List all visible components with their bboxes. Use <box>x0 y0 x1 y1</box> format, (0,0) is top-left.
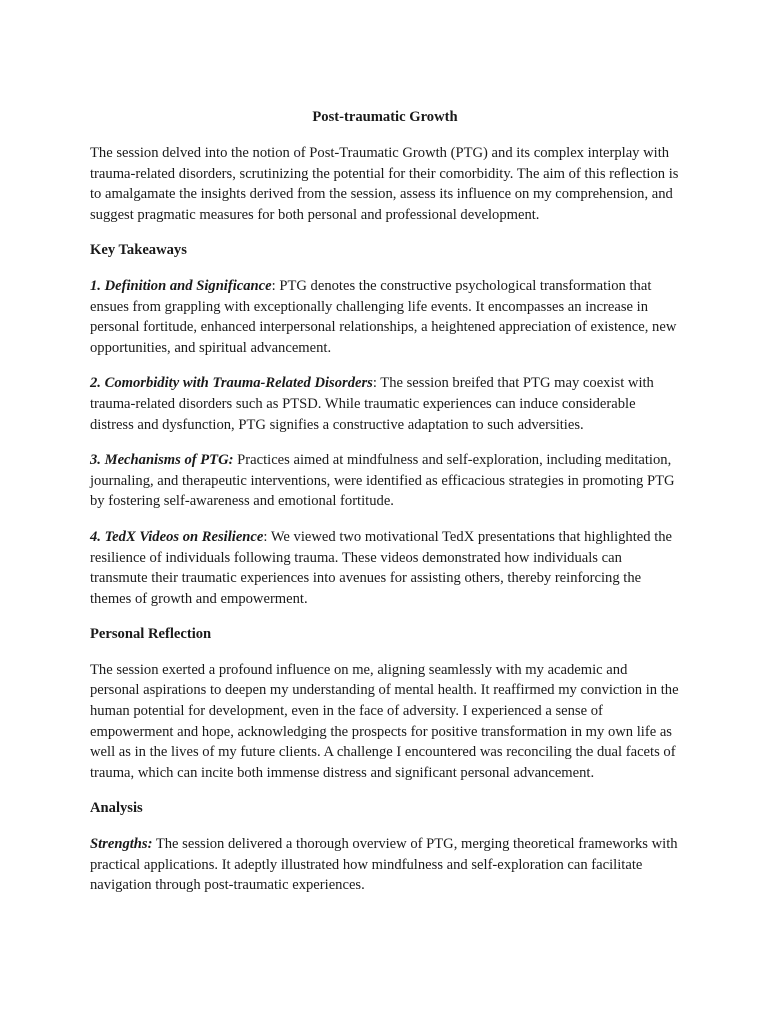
intro-paragraph: The session delved into the notion of Post-Traumatic Growth (PTG) and its complex interplay with trauma-related disorders, scrutinizing the potential for their comorbidity. The aim of this reflection is to amalgamate the insights derived from the session, assess its influence on my comprehension, and suggest pragmatic measures for both personal and professional development. <box>90 145 679 223</box>
personal-reflection-paragraph: The session exerted a profound influence on me, aligning seamlessly with my academic and personal aspirations to deepen my understanding of mental health. It reaffirmed my conviction in the human potential for development, even in the face of adversity. I experienced a sense of empowerment and hope, acknowledging the prospects for positive transformation in my own life as well as in the lives of my future clients. A challenge I encountered was reconciling the dual facets of trauma, which can incite both immense distress and significant personal advancement. <box>90 661 679 781</box>
takeaway-item-comorbidity <box>90 373 680 435</box>
document-title: Post-traumatic Growth <box>312 109 458 125</box>
takeaway-lead: 2. Comorbidity with Trauma-Related Disorders <box>90 375 373 392</box>
takeaway-item-mechanisms <box>90 450 680 512</box>
strengths-text: The session delivered a thorough overview of PTG, merging theoretical frameworks with practical applications. It adeptly illustrated how mindfulness and self-exploration can facilitate navigation through post-traumatic experiences. <box>90 836 678 894</box>
takeaway-text: Practices aimed at mindfulness and self-exploration, including meditation, journaling, and therapeutic interventions, were identified as efficacious strategies in promoting PTG by fostering self-awareness and emotional fortitude. <box>90 452 675 510</box>
takeaway-text: : The session breifed that PTG may coexist with trauma-related disorders such as PTSD. While traumatic experiences can induce considerable distress and dysfunction, PTG signifies a constructive adaptation to such adversities. <box>90 375 654 433</box>
analysis-strengths-paragraph <box>90 834 680 896</box>
strengths-lead: Strengths: <box>90 836 153 853</box>
takeaway-text: : PTG denotes the constructive psychological transformation that ensues from grappling with exceptionally challenging life events. It encompasses an increase in personal fortitude, enhanced interpersonal relationships, a heightened appreciation of existence, new opportunities, and spiritual advancement. <box>90 277 677 356</box>
takeaway-text: : We viewed two motivational TedX presentations that highlighted the resilience of individuals following trauma. These videos demonstrated how individuals can transmute their traumatic experiences into avenues for assisting others, thereby reinforcing the themes of growth and empowerment. <box>90 528 673 607</box>
takeaway-lead: 4. TedX Videos on Resilience <box>90 528 264 545</box>
document-body <box>90 107 680 911</box>
analysis-heading: Analysis <box>90 800 143 817</box>
takeaway-lead: 1. Definition and Significance <box>90 277 272 294</box>
personal-reflection-heading: Personal Reflection <box>90 626 212 643</box>
key-takeaways-heading: Key Takeaways <box>90 242 187 259</box>
takeaway-item-tedx <box>90 527 680 609</box>
takeaway-lead: 3. Mechanisms of PTG: <box>90 452 234 469</box>
takeaway-item-definition <box>90 276 680 358</box>
